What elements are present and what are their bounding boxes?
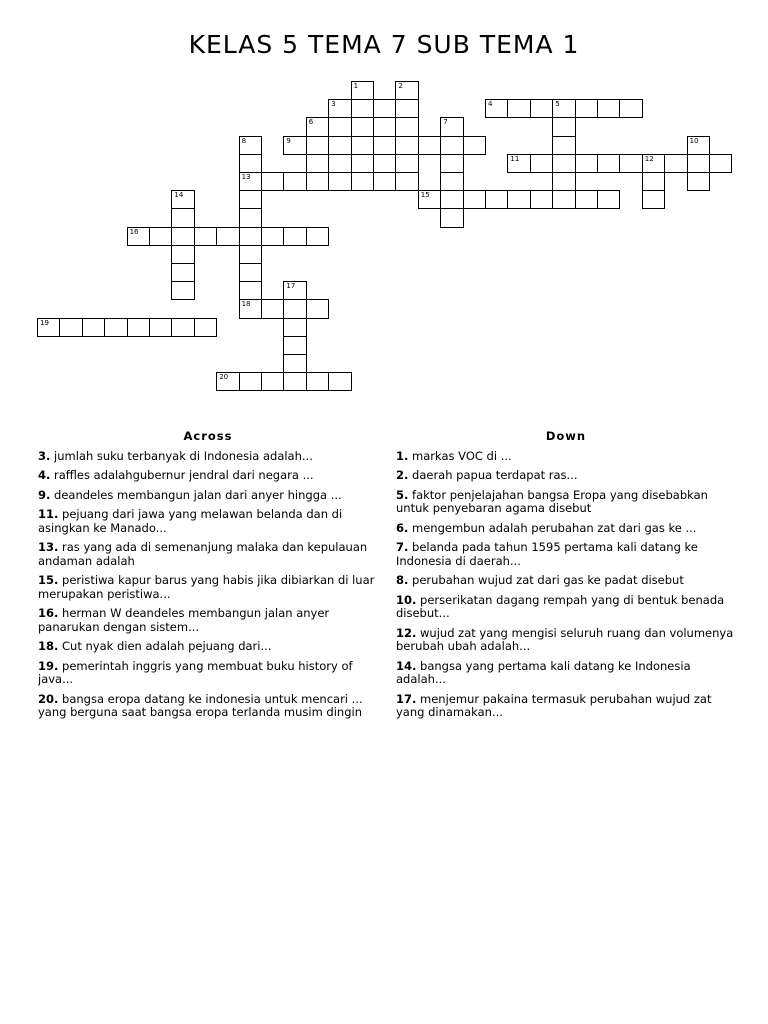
cell-number: 14	[174, 191, 184, 200]
clue-item	[38, 469, 378, 483]
clue-number: 10.	[396, 592, 417, 607]
crossword-cell[interactable]	[395, 136, 418, 155]
clue-number: 4.	[38, 468, 51, 482]
clue-text: perserikatan dagang rempah yang di bentuk benada disebut...	[396, 592, 725, 620]
crossword-cell[interactable]	[575, 154, 598, 173]
crossword-cell[interactable]	[283, 318, 306, 337]
crossword-cell[interactable]	[239, 263, 262, 282]
crossword-cell[interactable]	[351, 172, 374, 191]
crossword-cell[interactable]	[171, 208, 194, 227]
crossword-cell[interactable]	[507, 99, 530, 118]
down-heading: Down	[545, 429, 587, 443]
clue-number: 17.	[396, 691, 417, 706]
crossword-cell[interactable]	[171, 281, 194, 300]
clue-item	[38, 607, 378, 634]
clue-number: 16.	[38, 606, 59, 620]
clue-number: 7.	[396, 540, 409, 554]
clue-number: 6.	[396, 520, 409, 535]
clue-number: 8.	[396, 573, 409, 587]
clue-item	[396, 450, 736, 464]
crossword-cell[interactable]	[552, 136, 575, 155]
crossword-cell[interactable]	[642, 190, 665, 209]
crossword-cell[interactable]	[127, 318, 150, 337]
crossword-cell[interactable]	[127, 227, 150, 246]
crossword-cell[interactable]	[552, 99, 575, 118]
clue-number: 12.	[396, 625, 417, 640]
cell-number: 17	[286, 282, 296, 291]
clue-number: 15.	[38, 573, 59, 587]
crossword-cell[interactable]	[283, 136, 306, 155]
crossword-cell[interactable]	[283, 336, 306, 355]
clue-item	[396, 522, 736, 536]
crossword-cell[interactable]	[261, 372, 284, 391]
crossword-cell[interactable]	[642, 172, 665, 191]
cell-number: 18	[241, 300, 251, 309]
clue-item	[396, 574, 736, 588]
crossword-cell[interactable]	[552, 190, 575, 209]
cell-number: 4	[488, 100, 493, 109]
clue-text: faktor penjelajahan bangsa Eropa yang disebabkan untuk penyebaran agama disebut	[396, 487, 708, 515]
cell-number: 15	[420, 191, 430, 200]
clue-item	[38, 450, 378, 464]
cell-number: 11	[510, 154, 520, 163]
crossword-cell[interactable]	[373, 99, 396, 118]
crossword-cell[interactable]	[328, 136, 351, 155]
across-heading: Across	[183, 429, 233, 443]
clue-item	[38, 508, 378, 535]
crossword-cell[interactable]	[82, 318, 105, 337]
crossword-cell[interactable]	[395, 99, 418, 118]
cell-number: 10	[689, 136, 699, 145]
clue-item	[38, 660, 378, 687]
crossword-cell[interactable]	[395, 81, 418, 100]
crossword-cell[interactable]	[216, 372, 239, 391]
clue-number: 13.	[38, 540, 59, 554]
cell-number: 7	[443, 118, 448, 127]
crossword-cell[interactable]	[283, 227, 306, 246]
clue-item	[38, 489, 378, 503]
crossword-cell[interactable]	[395, 117, 418, 136]
clue-text: peristiwa kapur barus yang habis jika dibiarkan di luar merupakan peristiwa...	[38, 573, 375, 601]
cell-number: 16	[129, 227, 139, 236]
crossword-cell[interactable]	[261, 299, 284, 318]
clue-item	[38, 640, 378, 654]
cell-number: 13	[241, 173, 251, 181]
clue-text: ras yang ada di semenanjung malaka dan kepulauan andaman adalah	[38, 540, 368, 568]
clue-text: perubahan wujud zat dari gas ke padat disebut	[408, 573, 684, 587]
crossword-cell[interactable]	[194, 318, 217, 337]
clue-text: deandeles membangun jalan dari anyer hingga ...	[50, 487, 342, 502]
crossword-cell[interactable]	[530, 99, 553, 118]
clue-text: markas VOC di ...	[408, 448, 512, 463]
crossword-cell[interactable]	[283, 372, 306, 391]
crossword-cell[interactable]	[642, 154, 665, 173]
crossword-cell[interactable]	[351, 136, 374, 155]
crossword-cell[interactable]	[306, 227, 329, 246]
crossword-cell[interactable]	[440, 172, 463, 191]
crossword-cell[interactable]	[373, 172, 396, 191]
crossword-cell[interactable]	[440, 154, 463, 173]
clue-text: pemerintah inggris yang membuat buku history of java...	[38, 658, 353, 686]
crossword-cell[interactable]	[306, 172, 329, 191]
clue-text: menjemur pakaina termasuk perubahan wujud zat yang dinamakan...	[396, 691, 712, 719]
crossword-cell[interactable]	[283, 299, 306, 318]
crossword-cell[interactable]	[395, 172, 418, 191]
crossword-cell[interactable]	[373, 136, 396, 155]
clue-item	[396, 594, 736, 621]
cell-number: 8	[241, 136, 247, 145]
crossword-cell[interactable]	[552, 154, 575, 173]
crossword-cell[interactable]	[687, 154, 710, 173]
crossword-cell[interactable]	[687, 172, 710, 191]
crossword-cell[interactable]	[171, 318, 194, 337]
clue-number: 14.	[396, 658, 417, 673]
clue-number: 1.	[396, 448, 409, 463]
crossword-cell[interactable]	[597, 99, 620, 118]
clue-item	[396, 541, 736, 568]
cell-number: 9	[286, 136, 291, 145]
crossword-cell[interactable]	[59, 318, 82, 337]
crossword-cell[interactable]	[306, 372, 329, 391]
clue-item	[396, 693, 736, 720]
crossword-cell[interactable]	[552, 117, 575, 136]
page-title: KELAS 5 TEMA 7 SUB TEMA 1	[188, 30, 580, 59]
crossword-cell[interactable]	[239, 154, 262, 173]
crossword-cell[interactable]	[239, 136, 262, 155]
clue-item	[38, 541, 378, 568]
clue-number: 11.	[38, 507, 59, 521]
crossword-cell[interactable]	[283, 281, 306, 300]
clue-item	[396, 660, 736, 687]
crossword-cell[interactable]	[306, 136, 329, 155]
crossword-cell[interactable]	[664, 154, 687, 173]
crossword-cell[interactable]	[171, 190, 194, 209]
crossword-cell[interactable]	[418, 136, 441, 155]
crossword-cell[interactable]	[283, 354, 306, 373]
clue-text: herman W deandeles membangun jalan anyer panarukan dengan sistem...	[38, 606, 330, 634]
crossword-cell[interactable]	[261, 172, 284, 191]
crossword-cell[interactable]	[351, 81, 374, 100]
clue-item	[38, 693, 378, 720]
clue-text: mengembun adalah perubahan zat dari gas ke ...	[408, 520, 697, 535]
crossword-cell[interactable]	[395, 154, 418, 173]
cell-number: 12	[644, 154, 654, 163]
crossword-cell[interactable]	[552, 172, 575, 191]
crossword-cell[interactable]	[507, 190, 530, 209]
crossword-cell[interactable]	[283, 172, 306, 191]
crossword-cell[interactable]	[239, 299, 262, 318]
crossword-cell[interactable]	[440, 190, 463, 209]
crossword-cell[interactable]	[687, 136, 710, 155]
crossword-cell[interactable]	[440, 117, 463, 136]
crossword-cell[interactable]	[351, 154, 374, 173]
clue-item	[396, 627, 736, 654]
clue-number: 20.	[38, 691, 59, 706]
clue-number: 18.	[38, 639, 59, 653]
crossword-cell[interactable]	[575, 99, 598, 118]
crossword-cell[interactable]	[171, 245, 194, 264]
crossword-cell[interactable]	[440, 208, 463, 227]
crossword-cell[interactable]	[104, 318, 127, 337]
crossword-cell[interactable]	[149, 318, 172, 337]
crossword-cell[interactable]	[597, 154, 620, 173]
cell-number: 19	[40, 318, 49, 327]
crossword-cell[interactable]	[239, 190, 262, 209]
crossword-cell[interactable]	[351, 117, 374, 136]
clue-text: Cut nyak dien adalah pejuang dari...	[58, 639, 272, 653]
crossword-cell[interactable]	[239, 172, 262, 191]
clue-item	[396, 469, 736, 483]
cell-number: 2	[398, 82, 403, 90]
crossword-cell[interactable]	[37, 318, 60, 337]
crossword-cell[interactable]	[239, 227, 262, 246]
crossword-cell[interactable]	[328, 99, 351, 118]
crossword-cell[interactable]	[239, 208, 262, 227]
crossword-cell[interactable]	[171, 227, 194, 246]
crossword-cell[interactable]	[485, 99, 508, 118]
clue-item	[38, 574, 378, 601]
crossword-cell[interactable]	[575, 190, 598, 209]
crossword-cell[interactable]	[485, 190, 508, 209]
crossword-grid	[0, 0, 768, 420]
clue-number: 9.	[38, 487, 51, 502]
crossword-cell[interactable]	[216, 227, 239, 246]
crossword-cell[interactable]	[351, 99, 374, 118]
crossword-cell[interactable]	[709, 154, 732, 173]
cell-number: 3	[331, 100, 336, 109]
crossword-cell[interactable]	[306, 154, 329, 173]
crossword-cell[interactable]	[440, 136, 463, 155]
down-clues	[396, 430, 736, 726]
clue-text: jumlah suku terbanyak di Indonesia adalah...	[50, 448, 313, 463]
crossword-cell[interactable]	[261, 227, 284, 246]
crossword-cell[interactable]	[507, 154, 530, 173]
crossword-cell[interactable]	[239, 372, 262, 391]
crossword-cell[interactable]	[619, 99, 642, 118]
crossword-cell[interactable]	[597, 190, 620, 209]
crossword-cell[interactable]	[171, 263, 194, 282]
clue-text: daerah papua terdapat ras...	[408, 468, 578, 482]
clue-text: raffles adalahgubernur jendral dari negara ...	[50, 468, 314, 482]
clue-number: 2.	[396, 468, 409, 482]
crossword-cell[interactable]	[463, 190, 486, 209]
clue-text: wujud zat yang mengisi seluruh ruang dan volumenya berubah ubah adalah...	[396, 625, 734, 653]
crossword-cell[interactable]	[463, 136, 486, 155]
crossword-cell[interactable]	[149, 227, 172, 246]
crossword-cell[interactable]	[328, 372, 351, 391]
crossword-cell[interactable]	[194, 227, 217, 246]
crossword-cell[interactable]	[306, 299, 329, 318]
clue-text: belanda pada tahun 1595 pertama kali datang ke Indonesia di daerah...	[396, 540, 698, 568]
clue-text: bangsa eropa datang ke indonesia untuk mencari ... yang berguna saat bangsa eropa terlanda musim dingin	[38, 691, 363, 719]
clue-item	[396, 489, 736, 516]
crossword-cell[interactable]	[530, 190, 553, 209]
cell-number: 1	[353, 82, 359, 90]
crossword-cell[interactable]	[239, 245, 262, 264]
cell-number: 20	[219, 373, 229, 382]
clue-number: 19.	[38, 658, 59, 673]
clue-text: bangsa yang pertama kali datang ke Indonesia adalah...	[396, 658, 691, 686]
clue-number: 3.	[38, 448, 51, 463]
crossword-cell[interactable]	[328, 172, 351, 191]
crossword-cell[interactable]	[239, 281, 262, 300]
clue-text: pejuang dari jawa yang melawan belanda dan di asingkan ke Manado...	[38, 507, 343, 535]
cell-number: 6	[308, 118, 314, 127]
crossword-cell[interactable]	[306, 117, 329, 136]
clue-number: 5.	[396, 487, 409, 502]
crossword-cell[interactable]	[418, 190, 441, 209]
crossword-cell[interactable]	[530, 154, 553, 173]
cell-number: 5	[555, 100, 560, 109]
across-clues	[38, 430, 378, 726]
crossword-cell[interactable]	[619, 154, 642, 173]
